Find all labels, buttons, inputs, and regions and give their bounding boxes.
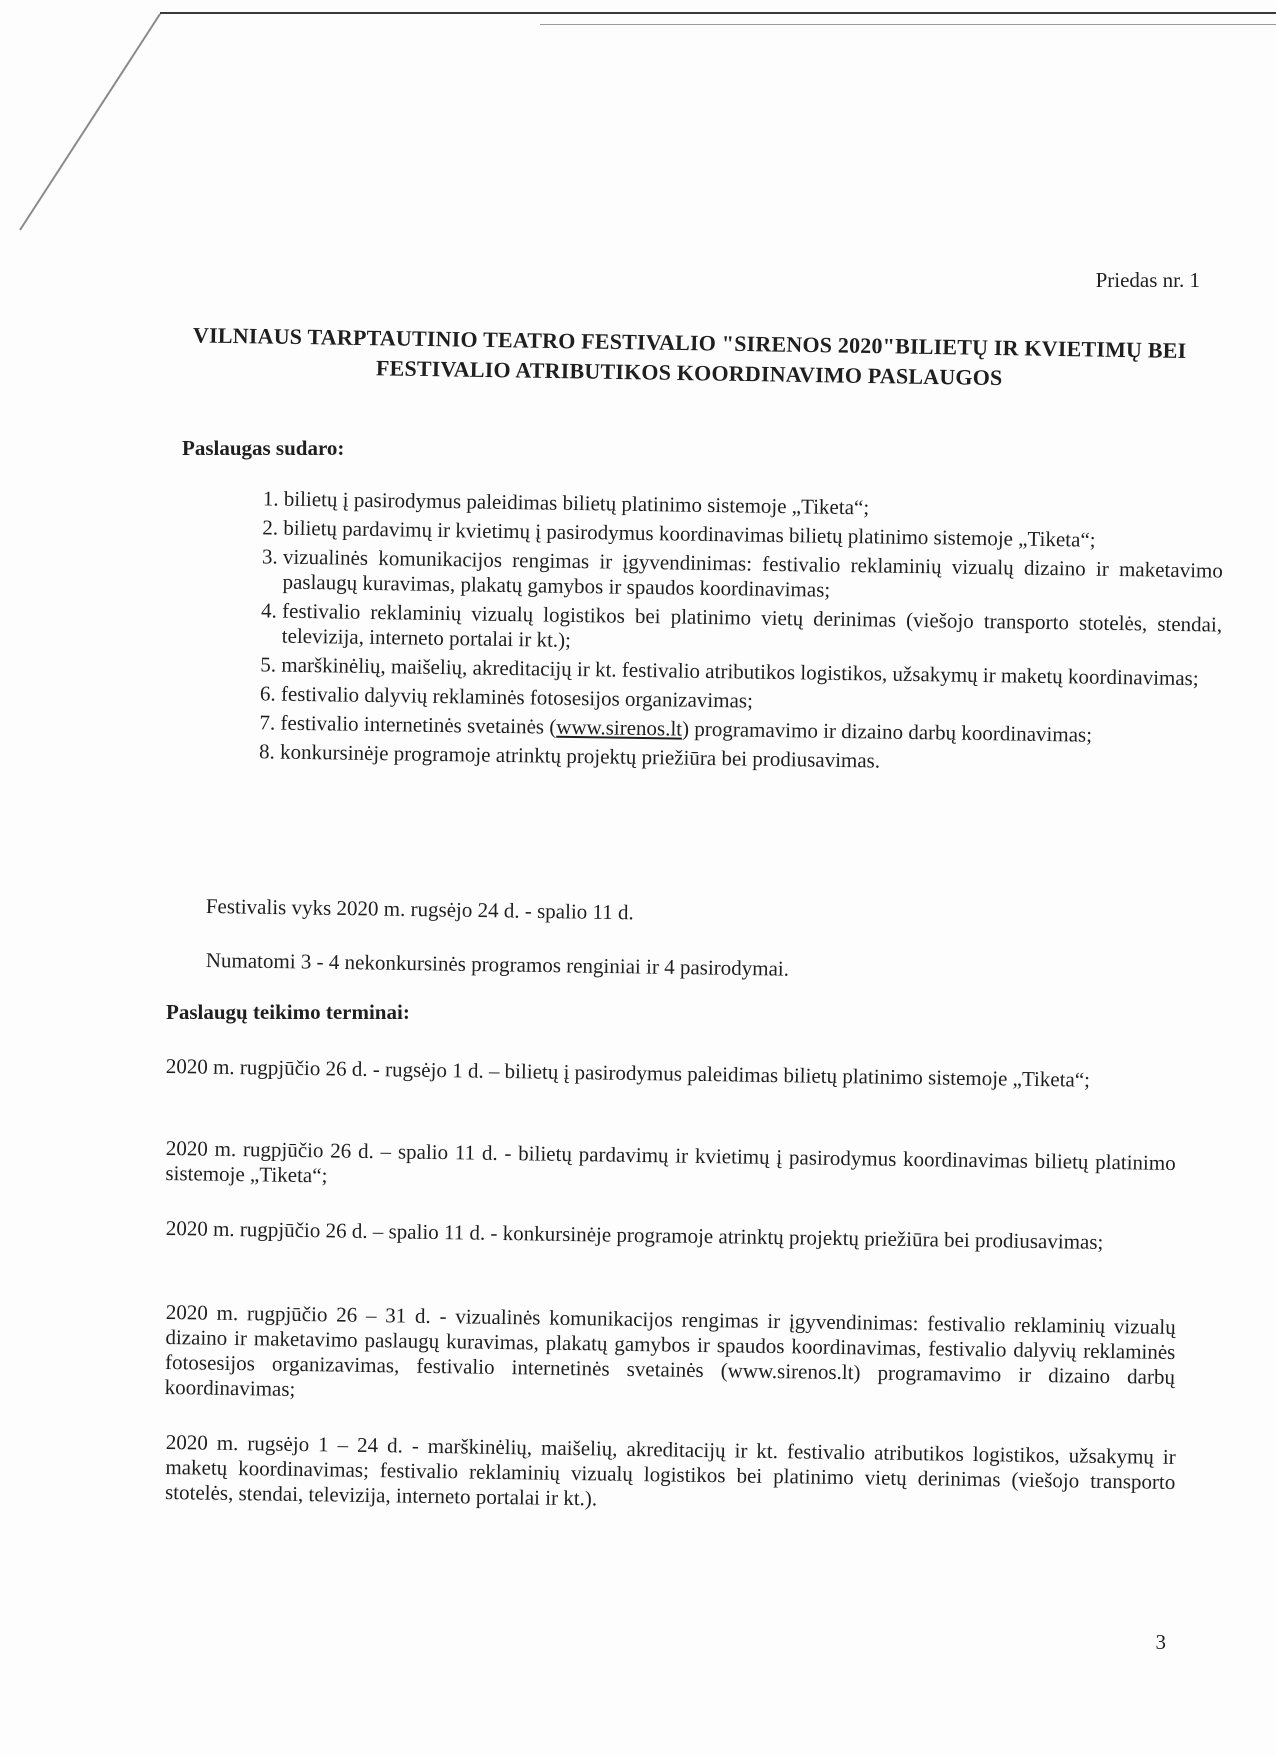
services-list [236,486,1224,783]
scan-edge-line [160,12,1276,14]
term-paragraph: 2020 m. rugpjūčio 26 d. - rugsėjo 1 d. – bilietų į pasirodymus paleidimas bilietų platinimo sistemoje „Tiketa“; [165,1054,1091,1092]
website-link[interactable]: www.sirenos.lt [556,714,683,741]
list-item: 6. festivalio dalyvių reklaminės fotosesijos organizavimas; [281,682,1221,721]
festival-dates: Festivalis vyks 2020 m. rugsėjo 24 d. - spalio 11 d. [205,894,634,925]
term-paragraph: 2020 m. rugsėjo 1 – 24 d. - marškinėlių, maišelių, akreditacijų ir kt. festivalio atributikos logistikos, užsakymų ir maketų koordinavimas; festivalio reklaminių vizualų logistikos bei platinimo vietų derinimas (viešojo transporto stotelės, stendai, televizija, interneto portalai ir kt.). [164,1430,1176,1511]
list-item-text: festivalio internetinės svetainės ( [280,710,557,739]
terms-heading: Paslaugų teikimo terminai: [166,1000,410,1024]
scan-edge-line [540,24,1276,25]
term-paragraph: 2020 m. rugpjūčio 26 – 31 d. - vizualinės komunikacijos rengimas ir įgyvendinimas: festivalio reklaminių vizualų dizaino ir maketavimo paslaugų kuravimas, plakatų gamybos ir spaudos koordinavimas, festivalio dalyvių reklaminės fotosesijos organizavimas, festivalio internetinės svetainės (www.sirenos.lt) programavimo ir dizaino darbų koordinavimas; [164,1300,1176,1401]
page-number: 3 [1155,1630,1166,1654]
document-title: VILNIAUS TARPTAUTINIO TEATRO FESTIVALIO "SIRENOS 2020"BILIETŲ IR KVIETIMŲ BEI FESTIVALIO ATRIBUTIKOS KOORDINAVIMO PASLAUGOS [192,322,1187,391]
term-paragraph: 2020 m. rugpjūčio 26 d. – spalio 11 d. - bilietų pardavimų ir kvietimų į pasirodymus koordinavimas bilietų platinimo sistemoje „Tiketa“; [165,1136,1176,1188]
services-heading: Paslaugas sudaro: [182,436,345,460]
scan-fold-mark [0,0,200,260]
annex-label: Priedas nr. 1 [1095,268,1200,292]
list-item: 8. konkursinėje programoje atrinktų projektų priežiūra bei prodiusavimas. [280,740,1220,779]
list-item: 5. marškinėlių, maišelių, akreditacijų ir kt. festivalio atributikos logistikos, užsakymų ir maketų koordinavimas; [281,653,1221,692]
list-item: 4. festivalio reklaminių vizualų logistikos bei platinimo vietų derinimas (viešojo transporto stotelės, stendai, televizija, interneto portalai ir kt.); [282,599,1223,663]
list-item: 3. vizualinės komunikacijos rengimas ir įgyvendinimas: festivalio reklaminių vizualų dizaino ir maketavimo paslaugų kuravimas, plakatų gamybos ir spaudos koordinavimas; [282,545,1223,609]
list-item-text: ) programavimo ir dizaino darbų koordinavimas; [681,716,1093,747]
term-paragraph: 2020 m. rugpjūčio 26 d. – spalio 11 d. - konkursinėje programoje atrinktų projektų priežiūra bei prodiusavimas; [165,1216,1104,1254]
list-item: 2. bilietų pardavimų ir kvietimų į pasirodymus koordinavimas bilietų platinimo sistemoje „Tiketa“; [283,516,1223,555]
list-item: 1. bilietų į pasirodymus paleidimas bilietų platinimo sistemoje „Tiketa“; [284,487,1224,526]
events-note: Numatomi 3 - 4 nekonkursinės programos renginiai ir 4 pasirodymai. [205,948,790,981]
